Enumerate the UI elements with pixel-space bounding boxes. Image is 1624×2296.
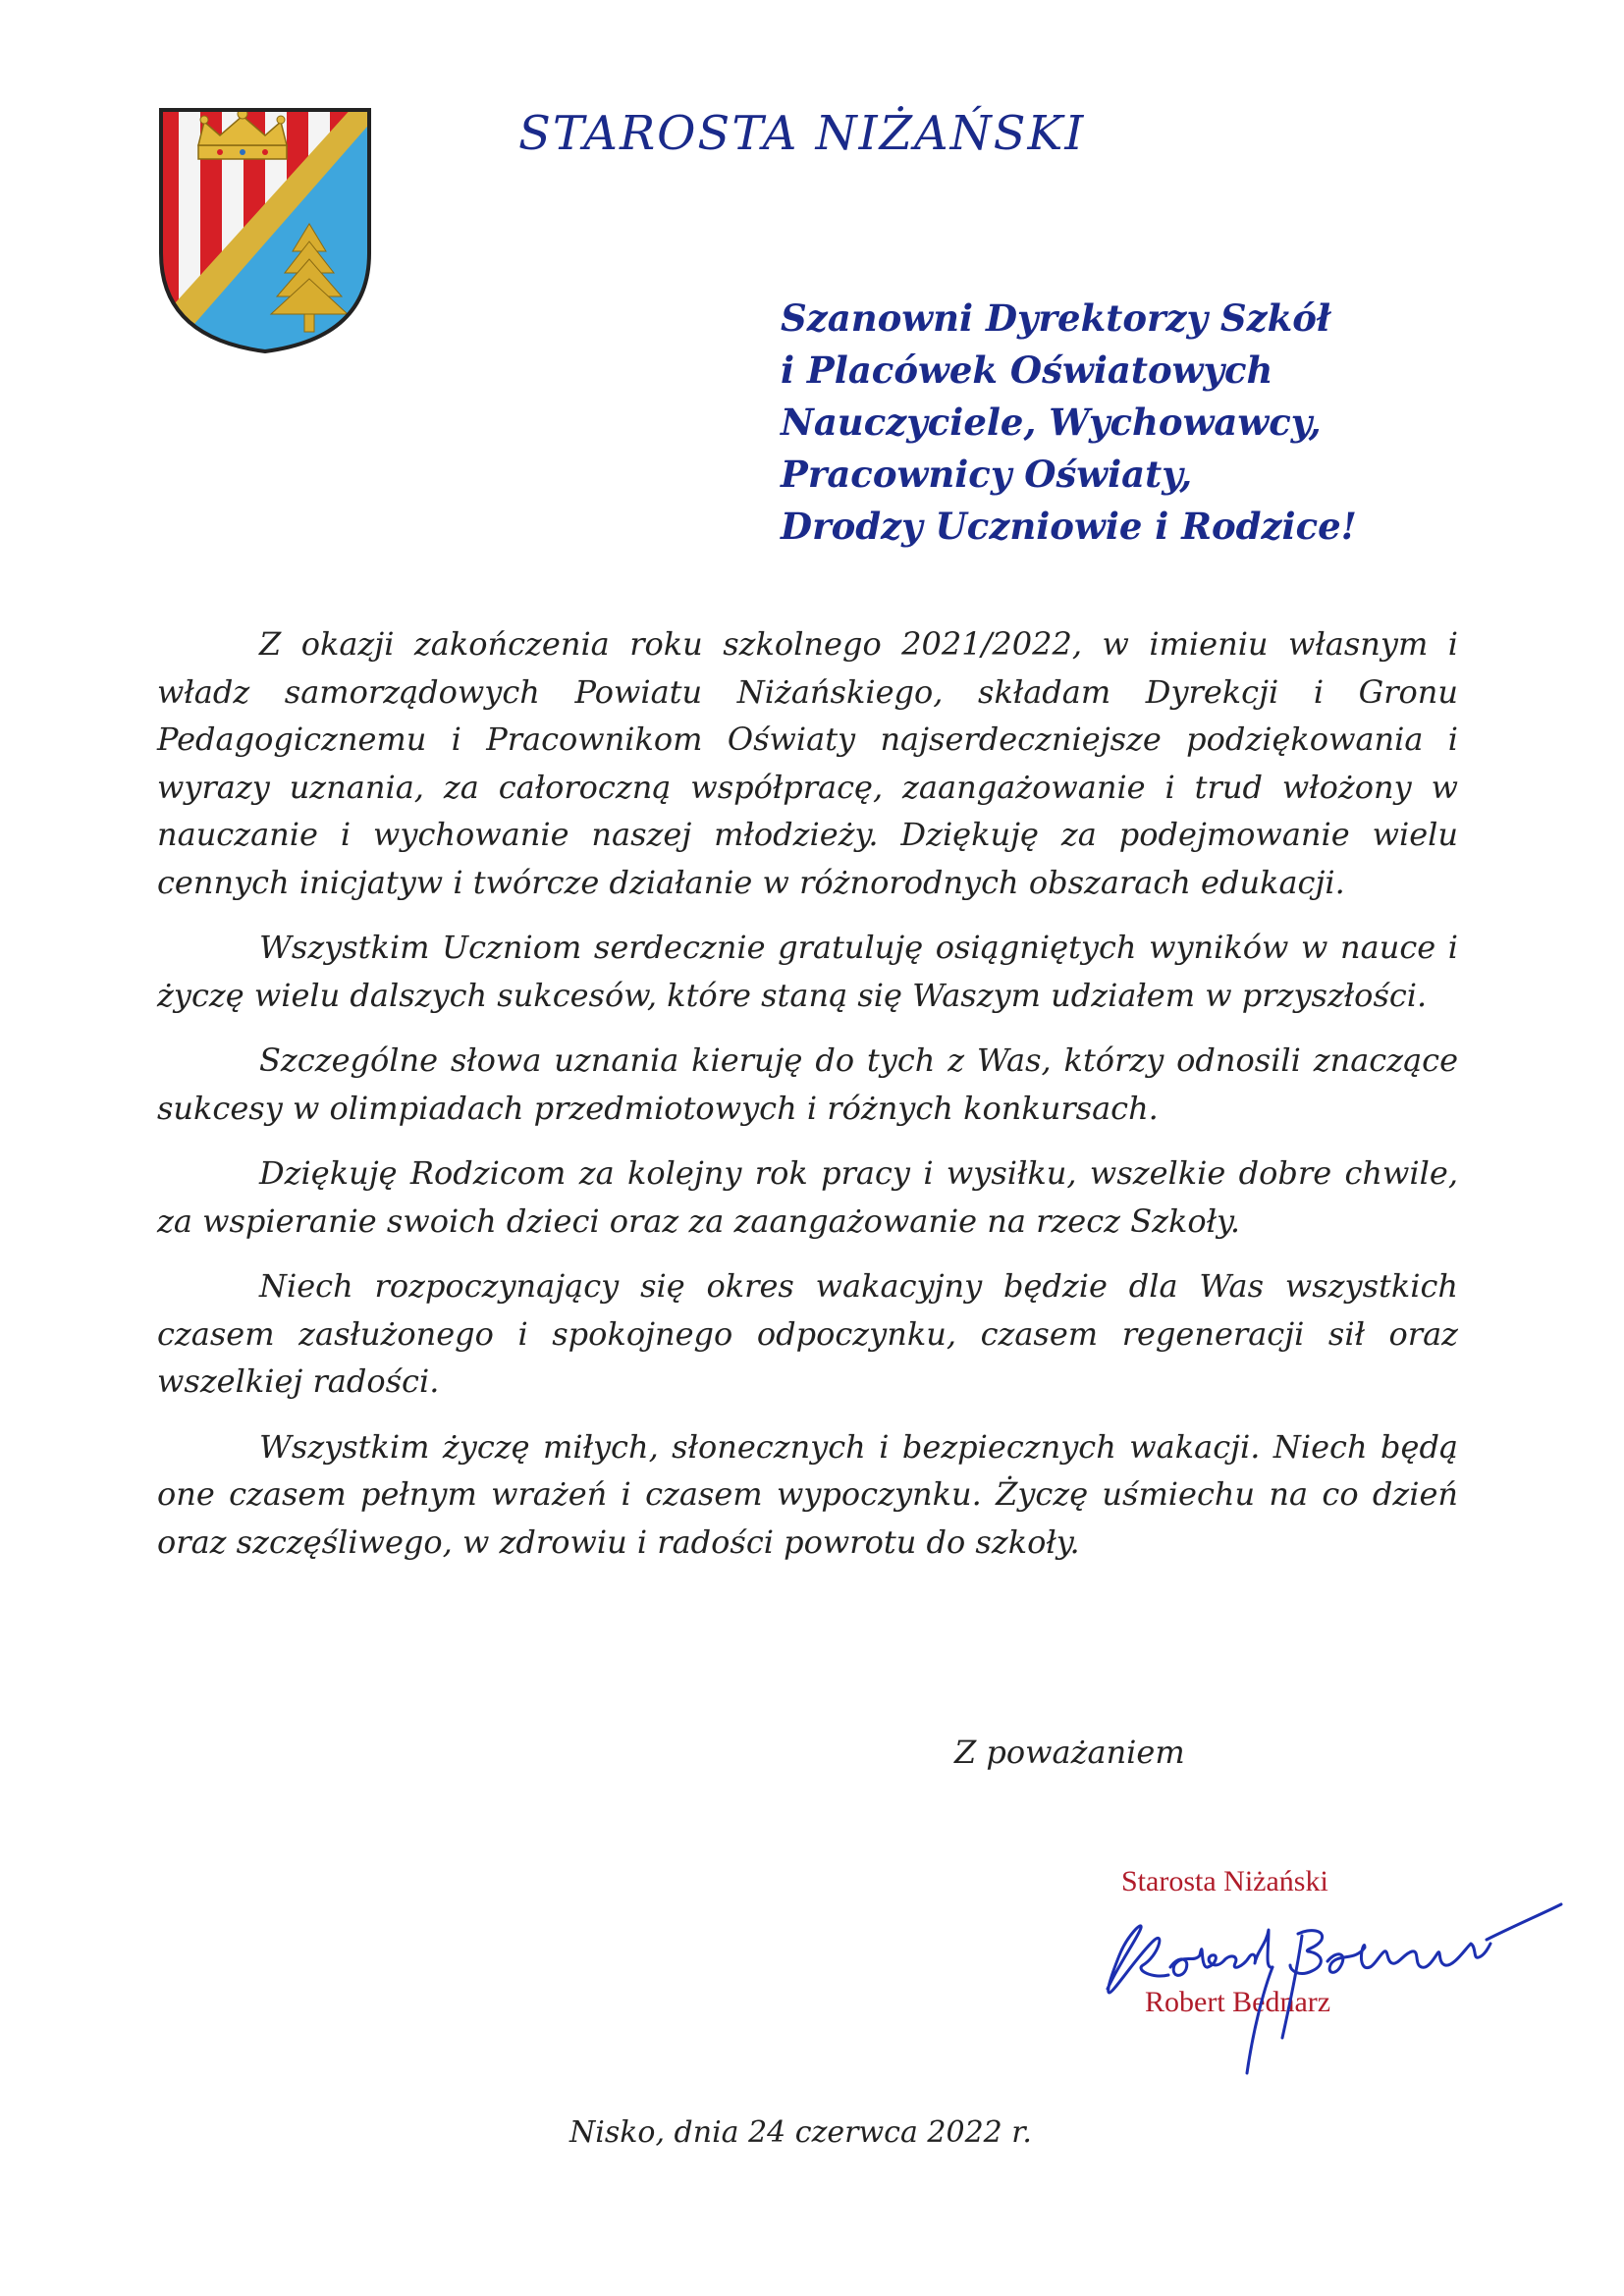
body-paragraph: Niech rozpoczynający się okres wakacyjny będzie dla Was wszystkich czasem zasłużonego i spokojnego odpoczynku, czasem regeneracji sił oraz wszelkiej radości. — [157, 1267, 1458, 1400]
coat-of-arms-icon — [157, 106, 373, 355]
body-paragraph: Dziękuję Rodzicom za kolejny rok pracy i wysiłku, wszelkie dobre chwile, za wspieranie swoich dzieci oraz za zaangażowanie na rzecz Szkoły. — [157, 1154, 1458, 1240]
letter-body — [157, 620, 1458, 1583]
salutation — [781, 293, 1468, 553]
signature-block — [1080, 1845, 1571, 2101]
salutation-line: Szanowni Dyrektorzy Szkół — [781, 296, 1331, 340]
body-paragraph: Wszystkim Uczniom serdecznie gratuluję osiągniętych wyników w nauce i życzę wielu dalszych sukcesów, które staną się Waszym udziałem w przyszłości. — [157, 929, 1458, 1014]
body-paragraph: Szczególne słowa uznania kieruję do tych z Was, którzy odnosili znaczące sukcesy w olimpiadach przedmiotowych i różnych konkursach. — [157, 1041, 1458, 1127]
salutation-line: i Placówek Oświatowych — [781, 348, 1273, 392]
salutation-line: Nauczyciele, Wychowawcy, — [781, 400, 1322, 444]
salutation-line: Pracownicy Oświaty, — [781, 453, 1193, 496]
signature-name: Robert Bednarz — [1145, 1986, 1331, 2018]
closing-text: Z poważaniem — [954, 1734, 1185, 1771]
body-paragraph: Z okazji zakończenia roku szkolnego 2021/2022, w imieniu własnym i władz samorządowych Powiatu Niżańskiego, składam Dyrekcji i Gronu Pedagogicznemu i Pracownikom Oświaty najserdeczniejsze podziękowania i wyrazy uznania, za całoroczną współpracę, zaangażowanie i trud włożony w nauczanie i wychowanie naszej młodzieży. Dziękuję za podejmowanie wielu cennych inicjatyw i twórcze działanie w różnorodnych obszarach edukacji. — [157, 625, 1458, 901]
body-paragraph: Wszystkim życzę miłych, słonecznych i bezpiecznych wakacji. Niech będą one czasem pełnym wrażeń i czasem wypoczynku. Życzę uśmiechu na co dzień oraz szczęśliwego, w zdrowiu i radości powrotu do szkoły. — [157, 1427, 1458, 1561]
signature-role: Starosta Niżański — [1121, 1865, 1328, 1897]
place-date: Nisko, dnia 24 czerwca 2022 r. — [569, 2115, 1032, 2150]
salutation-line: Drodzy Uczniowie i Rodzice! — [781, 505, 1357, 548]
handwritten-signature — [1080, 1845, 1571, 2101]
page-title: STAROSTA NIŻAŃSKI — [518, 106, 1086, 161]
